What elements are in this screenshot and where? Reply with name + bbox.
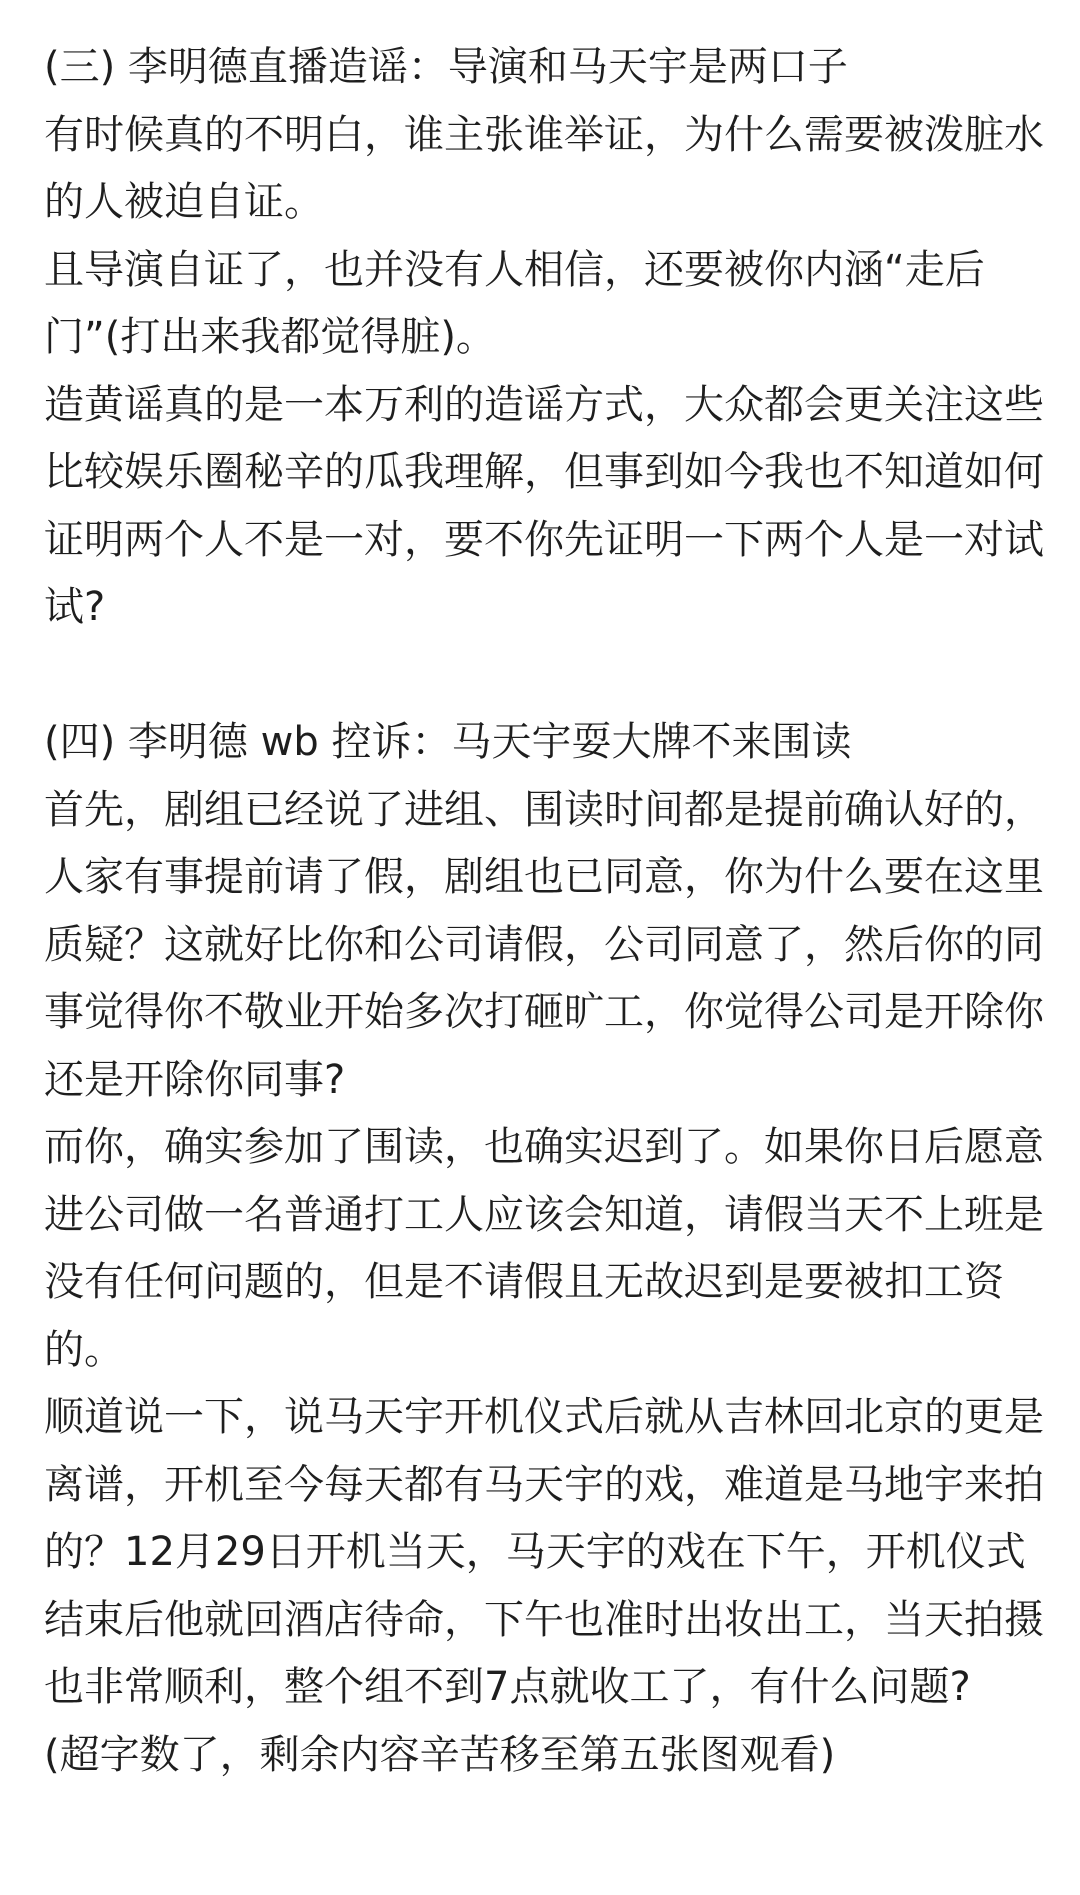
section-three bbox=[44, 34, 1050, 642]
section-four-paragraph-1: 首先，剧组已经说了进组、围读时间都是提前确认好的，人家有事提前请了假，剧组也已同意，你为什么要在这里质疑？这就好比你和公司请假，公司同意了，然后你的同事觉得你不敬业开始多次打砸旷工，你觉得公司是开除你还是开除你同事? bbox=[44, 786, 1044, 1103]
section-four bbox=[44, 709, 1050, 1789]
section-four-paragraph-3: 顺道说一下，说马天宇开机仪式后就从吉林回北京的更是离谱，开机至今每天都有马天宇的戏，难道是马地宇来拍的？12月29日开机当天，马天宇的戏在下午，开机仪式结束后他就回酒店待命，下午也准时出妆出工，当天拍摄也非常顺利，整个组不到7点就收工了，有什么问题? bbox=[44, 1394, 1044, 1710]
section-four-note: (超字数了，剩余内容辛苦移至第五张图观看) bbox=[44, 1731, 836, 1778]
section-three-paragraph-3: 造黄谣真的是一本万利的造谣方式，大众都会更关注这些比较娱乐圈秘辛的瓜我理解，但事到如今我也不知道如何证明两个人不是一对，要不你先证明一下两个人是一对试试? bbox=[44, 381, 1044, 630]
section-three-paragraph-1: 有时候真的不明白，谁主张谁举证，为什么需要被泼脏水的人被迫自证。 bbox=[44, 111, 1044, 225]
section-spacer bbox=[44, 642, 1050, 710]
section-three-paragraph-2: 且导演自证了，也并没有人相信，还要被你内涵“走后门”(打出来我都觉得脏)。 bbox=[44, 246, 985, 360]
section-four-heading: (四) 李明德 wb 控诉：马天宇耍大牌不来围读 bbox=[44, 719, 852, 765]
section-three-heading: (三) 李明德直播造谣：导演和马天宇是两口子 bbox=[44, 44, 848, 90]
section-four-paragraph-2: 而你，确实参加了围读，也确实迟到了。如果你日后愿意进公司做一名普通打工人应该会知道，请假当天不上班是没有任何问题的，但是不请假且无故迟到是要被扣工资的。 bbox=[44, 1124, 1044, 1373]
